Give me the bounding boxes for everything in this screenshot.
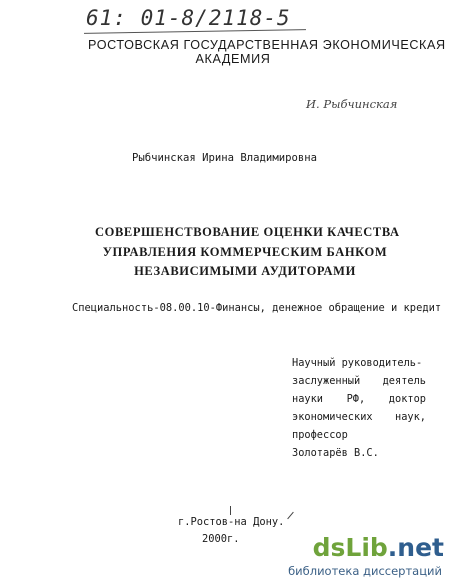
- supervisor-line2: заслуженный деятель: [292, 375, 426, 387]
- scan-mark: [230, 506, 231, 515]
- year: 2000г.: [202, 533, 240, 545]
- institution-name-line1: РОСТОВСКАЯ ГОСУДАРСТВЕННАЯ ЭКОНОМИЧЕСКАЯ: [88, 38, 446, 52]
- city: г.Ростов-на Дону.: [178, 516, 285, 528]
- author-name: Рыбчинская Ирина Владимировна: [132, 152, 317, 164]
- thesis-title-line3: НЕЗАВИСИМЫМИ АУДИТОРАМИ: [134, 264, 356, 278]
- supervisor-line1: Научный руководитель-: [292, 357, 423, 369]
- supervisor-line3: науки РФ, доктор: [292, 393, 426, 405]
- thesis-title-line2: УПРАВЛЕНИЯ КОММЕРЧЕСКИМ БАНКОМ: [102, 245, 388, 259]
- scan-mark: [287, 512, 294, 520]
- watermark-logo: dsLib.net: [312, 533, 444, 562]
- watermark: [288, 533, 444, 578]
- specialty-line: Специальность-08.00.10-Финансы, денежное обращение и кредит: [72, 302, 442, 314]
- archive-code: 61: 01-8/2118-5: [86, 6, 291, 30]
- supervisor-name: Золотарёв В.С.: [292, 447, 379, 459]
- institution-name-line2: АКАДЕМИЯ: [195, 52, 271, 66]
- thesis-title-line1: СОВЕРШЕНСТВОВАНИЕ ОЦЕНКИ КАЧЕСТВА: [95, 225, 400, 239]
- supervisor-line4: экономических наук,: [292, 411, 426, 423]
- supervisor-line5: профессор: [292, 429, 348, 441]
- handwritten-signature: И. Рыбчинская: [306, 97, 398, 111]
- watermark-subtitle: библиотека диссертаций: [288, 564, 442, 578]
